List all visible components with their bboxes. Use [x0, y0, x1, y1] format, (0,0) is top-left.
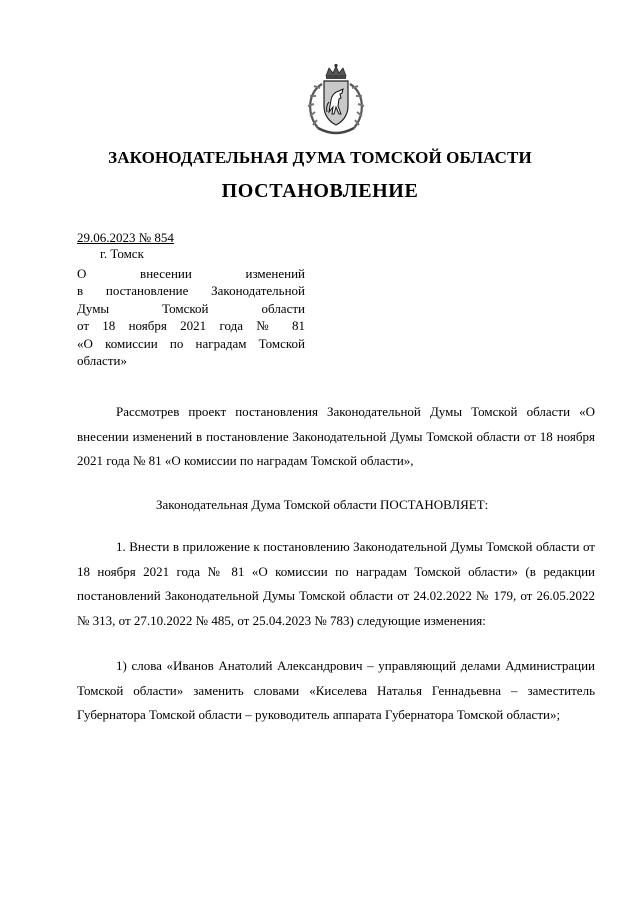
subitem-1-paragraph: 1) слова «Иванов Анатолий Александрович – управляющий делами Администрации Томской области» заменить словами «Киселева Наталья Геннадьевна – заместитель Губернатора Томской области – руководитель аппарата Губернатора Томской области»; — [77, 658, 595, 723]
intro-paragraph: Рассмотрев проект постановления Законодательной Думы Томской области «О внесении изменений в постановление Законодательной Думы Томской области от 18 ноября 2021 года № 81 «О комиссии по наградам Томской области», — [77, 404, 595, 469]
document-type-title: ПОСТАНОВЛЕНИЕ — [221, 180, 419, 202]
subject-line: «О комиссии по наградам Томской — [77, 335, 305, 351]
subject-line: в постановление Законодательной — [77, 283, 305, 299]
item-1-paragraph: 1. Внести в приложение к постановлению Законодательной Думы Томской области от 18 ноября 2021 года № 81 «О комиссии по наградам Томской области» (в редакции постановлений Законодательной Думы Томской области от 24.02.2022 № 179, от 26.05.2022 № 313, от 27.10.2022 № 485, от 25.04.2023 № 783) следующие изменения: — [77, 539, 595, 629]
tomsk-region-coat-of-arms-icon — [296, 62, 376, 142]
subject-line: области» — [77, 353, 127, 369]
subject-line: О внесении изменений — [77, 266, 305, 281]
decree-paragraph: Законодательная Дума Томской области ПОСТАНОВЛЯЕТ: — [156, 497, 489, 512]
organization-title: ЗАКОНОДАТЕЛЬНАЯ ДУМА ТОМСКОЙ ОБЛАСТИ — [108, 148, 532, 167]
document-date-number: 29.06.2023 № 854 — [77, 230, 174, 245]
subject-line: от 18 ноября 2021 года № 81 — [77, 318, 305, 334]
subject-line: Думы Томской области — [77, 300, 305, 316]
document-subject — [77, 265, 305, 369]
document-city: г. Томск — [100, 246, 144, 261]
